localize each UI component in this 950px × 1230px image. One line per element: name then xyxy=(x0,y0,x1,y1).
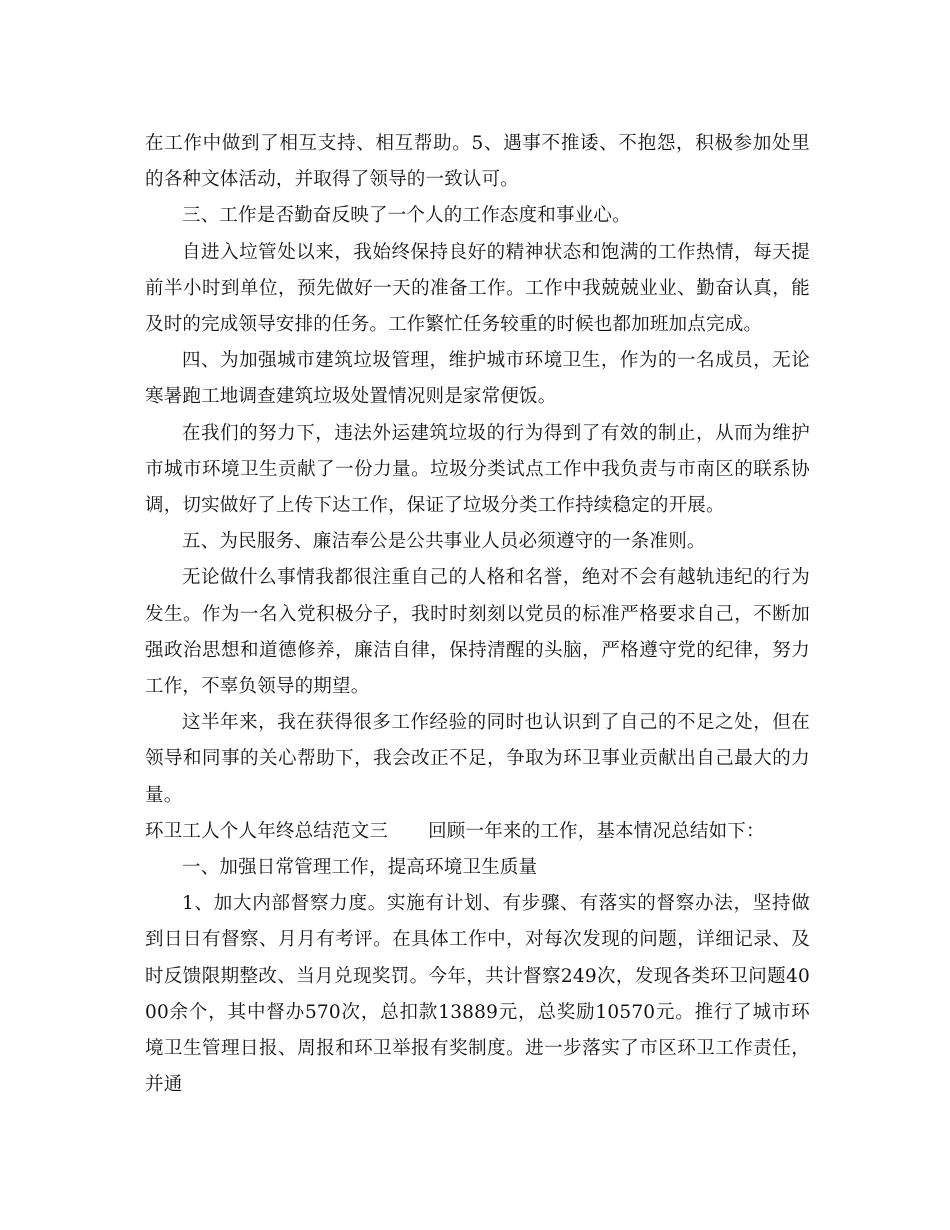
paragraph: 四、为加强城市建筑垃圾管理，维护城市环境卫生，作为的一名成员，无论寒暑跑工地调查建筑垃圾处置情况则是家常便饭。 xyxy=(145,350,810,408)
section-title: 环卫工人个人年终总结范文三 xyxy=(145,820,389,842)
section-intro: 回顾一年来的工作，基本情况总结如下： xyxy=(428,820,765,842)
document-body xyxy=(145,126,810,1103)
paragraph: 五、为民服务、廉洁奉公是公共事业人员必须遵守的一条准则。 xyxy=(182,531,706,553)
paragraph: 三、工作是否勤奋反映了一个人的工作态度和事业心。 xyxy=(182,205,631,227)
paragraph: 一、加强日常管理工作，提高环境卫生质量 xyxy=(182,857,538,879)
paragraph: 自进入垃管处以来，我始终保持良好的精神状态和饱满的工作热情，每天提前半小时到单位，预先做好一天的准备工作。工作中我兢兢业业、勤奋认真，能及时的完成领导安排的任务。工作繁忙任务较重的时候也都加班加点完成。 xyxy=(145,241,810,336)
section-heading-row xyxy=(145,814,810,850)
paragraph: 在工作中做到了相互支持、相互帮助。5、遇事不推诿、不抱怨，积极参加处里的各种文体活动，并取得了领导的一致认可。 xyxy=(145,133,810,191)
paragraph: 1、加大内部督察力度。实施有计划、有步骤、有落实的督察办法，坚持做到日日有督察、月月有考评。在具体工作中，对每次发现的问题，详细记录、及时反馈限期整改、当月兑现奖罚。今年，共计督察249次，发现各类环卫问题4000余个，其中督办570次，总扣款13889元，总奖励10570元。推行了城市环境卫生管理日报、周报和环卫举报有奖制度。进一步落实了市区环卫工作责任，并通 xyxy=(145,893,810,1096)
paragraph: 无论做什么事情我都很注重自己的人格和名誉，绝对不会有越轨违纪的行为发生。作为一名入党积极分子，我时时刻刻以党员的标准严格要求自己，不断加强政治思想和道德修养，廉洁自律，保持清醒的头脑，严格遵守党的纪律，努力工作，不辜负领导的期望。 xyxy=(145,567,810,698)
paragraph: 在我们的努力下，违法外运建筑垃圾的行为得到了有效的制止，从而为维护市城市环境卫生贡献了一份力量。垃圾分类试点工作中我负责与市南区的联系协调，切实做好了上传下达工作，保证了垃圾分类工作持续稳定的开展。 xyxy=(145,422,810,517)
paragraph: 这半年来，我在获得很多工作经验的同时也认识到了自己的不足之处，但在领导和同事的关心帮助下，我会改正不足，争取为环卫事业贡献出自己最大的力量。 xyxy=(145,712,810,806)
